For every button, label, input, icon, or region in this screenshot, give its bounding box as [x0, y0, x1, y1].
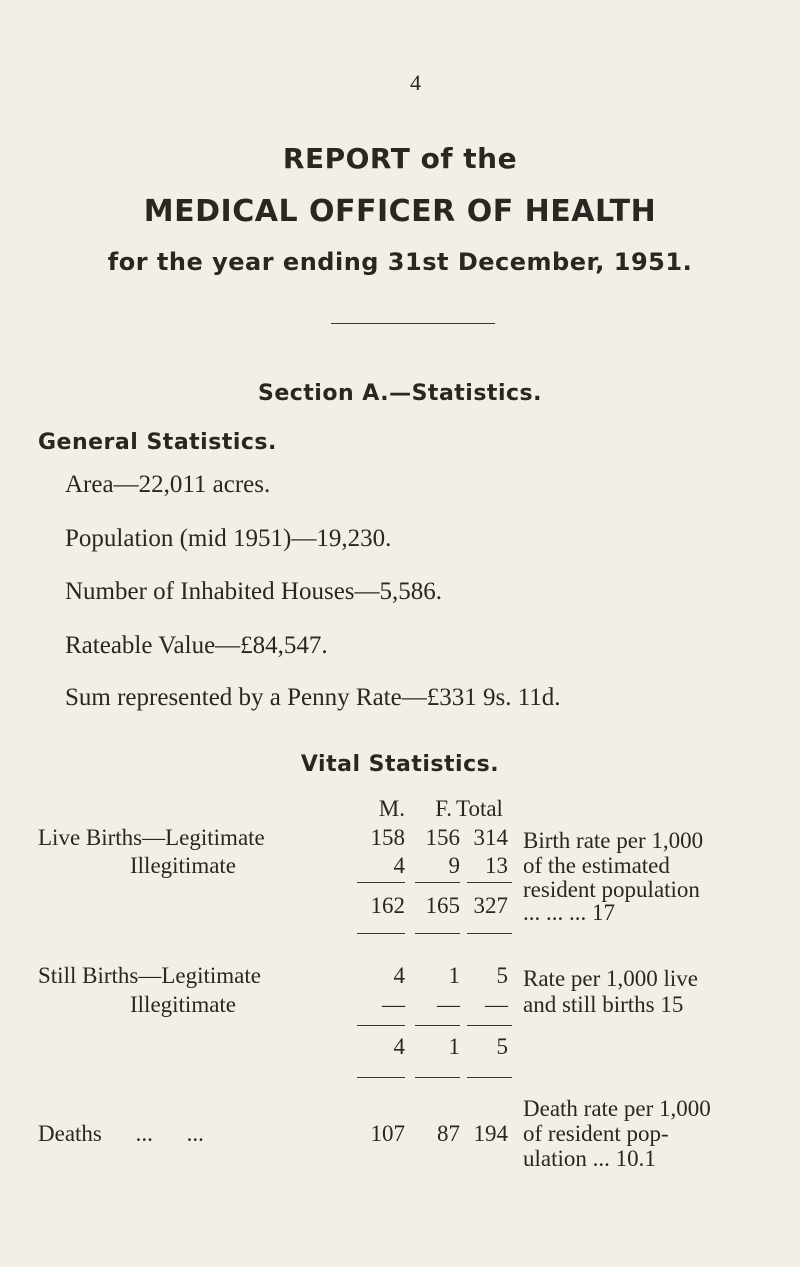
rule	[467, 1025, 512, 1026]
col-header-male: M.	[378, 796, 405, 821]
col-header-total: Total	[456, 796, 503, 821]
birth-rate-note-4: ... ... ... 17	[523, 900, 615, 925]
general-stats-heading: General Statistics.	[38, 430, 277, 455]
live-legit-male: 158	[370, 825, 405, 850]
rule	[357, 882, 405, 883]
houses-line: Number of Inhabited Houses—5,586.	[65, 578, 443, 605]
live-illegit-total: 13	[485, 853, 508, 878]
still-illegit-male: —	[382, 992, 405, 1017]
birth-rate-note-2: of the estimated	[523, 853, 670, 878]
deaths-female: 87	[437, 1121, 460, 1146]
area-line: Area—22,011 acres.	[65, 471, 271, 498]
deaths-label: Deaths ... ...	[38, 1121, 204, 1146]
rule	[467, 933, 512, 934]
still-legit-total: 5	[496, 963, 508, 988]
title-divider	[331, 323, 495, 324]
col-header-female: F.	[435, 796, 452, 821]
still-rate-note-2: and still births 15	[523, 992, 684, 1017]
rule	[415, 1077, 460, 1078]
deaths-total: 194	[473, 1121, 508, 1146]
rule	[467, 882, 512, 883]
still-legit-male: 4	[393, 963, 405, 988]
penny-rate-line: Sum represented by a Penny Rate—£331 9s. 11d.	[65, 684, 561, 711]
death-rate-note-2: of resident pop-	[523, 1121, 669, 1146]
death-rate-note-3: ulation ... 10.1	[523, 1146, 656, 1171]
still-births-legit-label: Still Births—Legitimate	[38, 963, 261, 988]
live-legit-female: 156	[425, 825, 460, 850]
birth-rate-note-3: resident population	[523, 877, 700, 902]
section-heading: Section A.—Statistics.	[257, 381, 542, 406]
still-births-illegit-label: Illegitimate	[130, 992, 237, 1017]
report-title: REPORT of the	[282, 142, 518, 175]
live-legit-total: 314	[473, 825, 508, 850]
death-rate-note-1: Death rate per 1,000	[523, 1096, 711, 1121]
rule	[467, 1077, 512, 1078]
rule	[415, 1025, 460, 1026]
rateable-value-line: Rateable Value—£84,547.	[65, 632, 328, 659]
live-illegit-male: 4	[393, 853, 405, 878]
report-period: for the year ending 31st December, 1951.	[107, 248, 693, 276]
still-legit-female: 1	[448, 963, 460, 988]
still-total-total: 5	[496, 1034, 508, 1059]
vital-stats-heading: Vital Statistics.	[300, 752, 500, 777]
live-illegit-female: 9	[448, 853, 460, 878]
live-births-legit-label: Live Births—Legitimate	[38, 825, 265, 850]
still-total-female: 1	[448, 1034, 460, 1059]
birth-rate-note-1: Birth rate per 1,000	[523, 828, 704, 853]
rule	[357, 933, 405, 934]
live-total-male: 162	[370, 893, 405, 918]
rule	[357, 1077, 405, 1078]
still-total-male: 4	[393, 1034, 405, 1059]
still-illegit-total: —	[485, 992, 508, 1017]
live-births-illegit-label: Illegitimate	[130, 853, 237, 878]
still-rate-note-1: Rate per 1,000 live	[523, 966, 699, 991]
live-total-female: 165	[425, 893, 460, 918]
population-line: Population (mid 1951)—19,230.	[65, 525, 392, 552]
still-illegit-female: —	[437, 992, 460, 1017]
rule	[415, 933, 460, 934]
deaths-male: 107	[370, 1121, 405, 1146]
page-number: 4	[410, 70, 421, 95]
rule	[357, 1025, 405, 1026]
rule	[415, 882, 460, 883]
live-total-total: 327	[473, 893, 508, 918]
report-subtitle: MEDICAL OFFICER OF HEALTH	[143, 194, 657, 229]
